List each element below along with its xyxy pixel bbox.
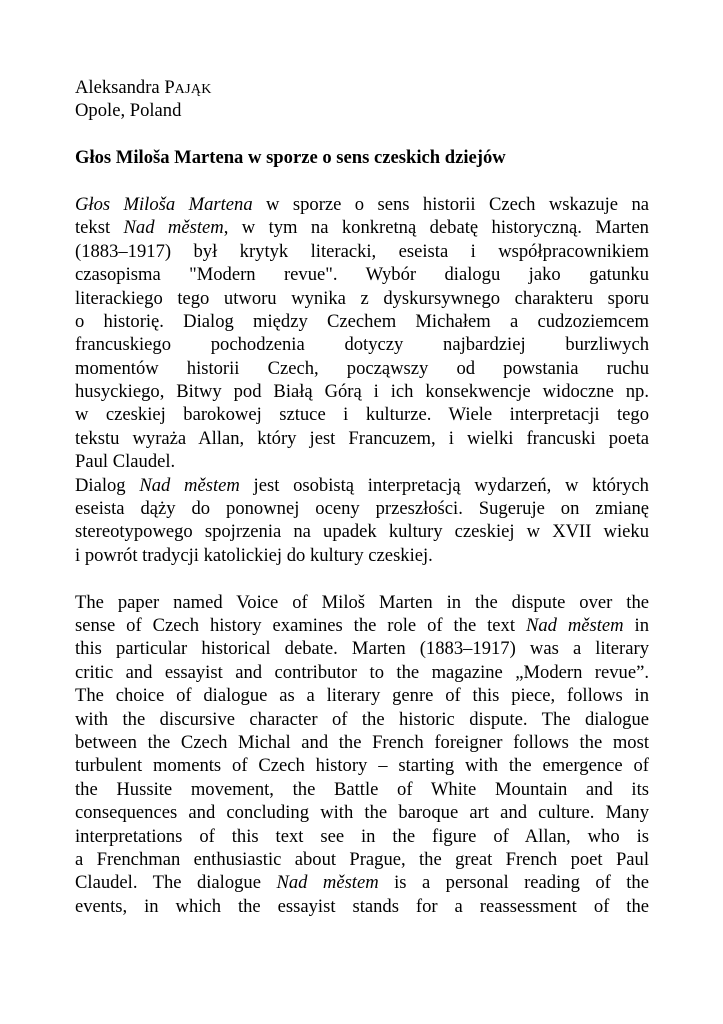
italic-title: Nad městem <box>139 474 240 496</box>
text-line <box>75 216 649 239</box>
italic-title: Nad městem <box>525 614 624 636</box>
text-line <box>75 871 649 894</box>
text-segment: critic and essayist and contributor to the magazine „Modern revue”. <box>75 661 649 683</box>
text-line <box>75 497 649 520</box>
text-segment: Paul Claudel. <box>75 451 176 473</box>
text-line <box>75 450 649 473</box>
text-line <box>75 801 649 824</box>
text-segment: the Hussite movement, the Battle of White Mountain and its <box>75 778 649 800</box>
text-line <box>75 591 649 614</box>
text-line <box>75 474 649 497</box>
text-segment: i powrót tradycji katolickiej do kultury czeskiej. <box>75 544 433 566</box>
text-line <box>75 357 649 380</box>
text-segment: w czeskiej barokowej sztuce i kulturze. Wiele interpretacji tego <box>75 404 649 426</box>
text-segment: a Frenchman enthusiastic about Prague, the great French poet Paul <box>75 848 649 870</box>
text-line <box>75 778 649 801</box>
text-segment: turbulent moments of Czech history – starting with the emergence of <box>75 755 649 777</box>
text-segment: momentów historii Czech, począwszy od powstania ruchu <box>75 357 649 379</box>
text-line <box>75 403 649 426</box>
text-segment: events, in which the essayist stands for a reassessment of the <box>75 895 649 917</box>
text-segment: interpretations of this text see in the figure of Allan, who is <box>75 825 649 847</box>
polish-abstract <box>75 193 649 567</box>
text-segment: between the Czech Michal and the French foreigner follows the most <box>75 731 649 753</box>
text-segment: , w tym na konkretną debatę historyczną. Marten <box>223 217 649 239</box>
text-line <box>75 310 649 333</box>
text-segment: is a personal reading of the <box>378 872 649 894</box>
text-segment: w sporze o sens historii Czech wskazuje na <box>252 193 649 215</box>
text-segment: jest osobistą interpretacją wydarzeń, w których <box>239 474 649 496</box>
text-segment: consequences and concluding with the baroque art and culture. Many <box>75 802 649 824</box>
author-name: Aleksandra PAJĄK <box>75 77 212 98</box>
paper-title: Głos Miloša Martena w sporze o sens czeskich dziejów <box>75 147 506 169</box>
text-segment: husyckiego, Bitwy pod Białą Górą i ich konsekwencje widoczne np. <box>75 381 649 403</box>
text-line <box>75 848 649 871</box>
text-segment: The choice of dialogue as a literary genre of this piece, follows in <box>75 685 649 707</box>
text-segment: Claudel. The dialogue <box>75 872 277 894</box>
text-segment: tekst <box>75 217 124 239</box>
text-segment: Dialog <box>75 474 140 496</box>
italic-title: Nad městem <box>123 217 224 239</box>
italic-title: Głos Miloša Martena <box>75 193 253 215</box>
text-line <box>75 544 649 567</box>
document-page <box>75 76 649 918</box>
text-line <box>75 427 649 450</box>
text-line <box>75 731 649 754</box>
text-line <box>75 380 649 403</box>
text-line <box>75 193 649 216</box>
text-segment: (1883–1917) był krytyk literacki, eseista i współpracownikiem <box>75 240 649 262</box>
text-segment: sense of Czech history examines the role of the text <box>75 614 526 636</box>
text-segment: tekstu wyraża Allan, który jest Francuzem, i wielki francuski poeta <box>75 427 649 449</box>
english-abstract <box>75 591 649 918</box>
author-location: Opole, Poland <box>75 100 182 122</box>
text-segment: with the discursive character of the historic dispute. The dialogue <box>75 708 649 730</box>
text-line <box>75 287 649 310</box>
text-segment: eseista dąży do ponownej oceny przeszłości. Sugeruje on zmianę <box>75 498 649 520</box>
text-line <box>75 754 649 777</box>
text-line <box>75 661 649 684</box>
text-line <box>75 240 649 263</box>
text-line <box>75 637 649 660</box>
text-line <box>75 825 649 848</box>
text-segment: francuskiego pochodzenia dotyczy najbardziej burzliwych <box>75 334 649 356</box>
text-line <box>75 263 649 286</box>
paragraph-gap <box>75 567 649 590</box>
polish-paragraph-2 <box>75 474 649 568</box>
polish-paragraph-1 <box>75 193 649 474</box>
text-line <box>75 614 649 637</box>
text-line <box>75 333 649 356</box>
text-line <box>75 708 649 731</box>
text-line <box>75 520 649 543</box>
text-segment: o historię. Dialog między Czechem Michałem a cudzoziemcem <box>75 310 649 332</box>
text-segment: czasopisma "Modern revue". Wybór dialogu jako gatunku <box>75 264 649 286</box>
text-segment: The paper named Voice of Miloš Marten in the dispute over the <box>75 591 649 613</box>
text-line <box>75 895 649 918</box>
text-segment: stereotypowego spojrzenia na upadek kultury czeskiej w XVII wieku <box>75 521 649 543</box>
text-segment: this particular historical debate. Marten (1883–1917) was a literary <box>75 638 649 660</box>
text-segment: in <box>623 614 649 636</box>
italic-title: Nad městem <box>276 872 379 894</box>
text-line <box>75 684 649 707</box>
text-segment: literackiego tego utworu wynika z dyskursywnego charakteru sporu <box>75 287 649 309</box>
